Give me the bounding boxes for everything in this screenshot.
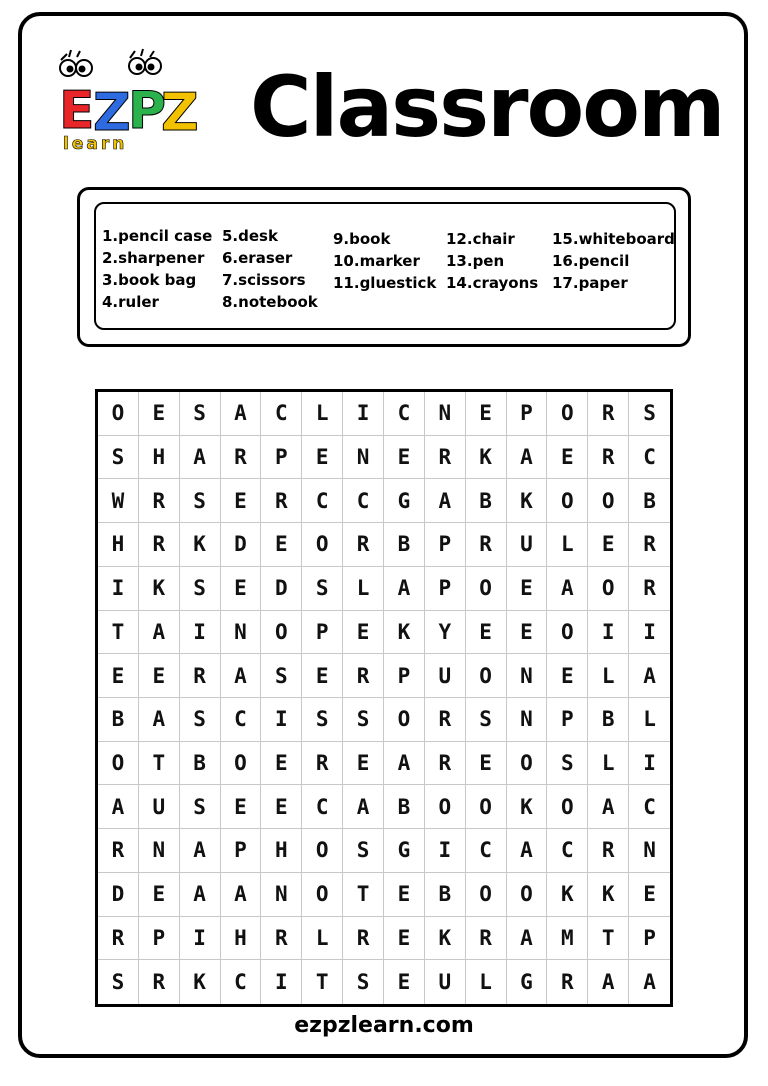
grid-cell[interactable]: H (98, 523, 139, 567)
word-column-1 (102, 225, 212, 313)
grid-cell[interactable]: E (139, 392, 180, 436)
grid-cell[interactable]: E (384, 873, 425, 917)
grid-cell[interactable]: K (507, 479, 548, 523)
grid-cell[interactable]: O (507, 873, 548, 917)
grid-cell[interactable]: A (507, 436, 548, 480)
grid-cell[interactable]: I (629, 742, 670, 786)
grid-cell[interactable]: B (98, 698, 139, 742)
grid-cell[interactable]: R (221, 436, 262, 480)
grid-cell[interactable]: I (261, 960, 302, 1004)
grid-cell[interactable]: L (466, 960, 507, 1004)
grid-cell[interactable]: L (302, 392, 343, 436)
grid-cell[interactable]: A (98, 785, 139, 829)
grid-cell[interactable]: A (180, 436, 221, 480)
grid-cell[interactable]: O (466, 785, 507, 829)
grid-cell[interactable]: O (466, 567, 507, 611)
grid-cell[interactable]: S (302, 567, 343, 611)
grid-cell[interactable]: N (507, 654, 548, 698)
grid-cell[interactable]: E (343, 611, 384, 655)
grid-cell[interactable]: S (343, 960, 384, 1004)
grid-cell[interactable]: E (302, 654, 343, 698)
grid-cell[interactable]: S (180, 479, 221, 523)
grid-cell[interactable]: C (384, 392, 425, 436)
grid-cell[interactable]: H (139, 436, 180, 480)
grid-cell[interactable]: S (261, 654, 302, 698)
word-list-item: 10.marker (333, 252, 420, 270)
grid-cell[interactable]: O (466, 654, 507, 698)
grid-cell[interactable]: N (221, 611, 262, 655)
grid-cell[interactable]: E (261, 785, 302, 829)
grid-cell[interactable]: U (139, 785, 180, 829)
grid-cell[interactable]: A (384, 742, 425, 786)
word-list-item: 11.gluestick (333, 274, 437, 292)
grid-cell[interactable]: D (221, 523, 262, 567)
logo-eyes-right (129, 49, 161, 74)
grid-cell[interactable]: E (466, 742, 507, 786)
grid-cell[interactable]: L (302, 917, 343, 961)
grid-cell[interactable]: R (425, 742, 466, 786)
grid-cell[interactable]: O (302, 873, 343, 917)
grid-cell[interactable]: O (547, 611, 588, 655)
word-list-item: 2.sharpener (102, 249, 205, 267)
grid-cell[interactable]: E (384, 436, 425, 480)
grid-cell[interactable]: L (629, 698, 670, 742)
grid-cell[interactable]: H (221, 917, 262, 961)
logo-letter-e: E (59, 81, 95, 141)
grid-cell[interactable]: Y (425, 611, 466, 655)
grid-cell[interactable]: P (139, 917, 180, 961)
word-list-item: 15.whiteboard (552, 230, 675, 248)
word-search-grid (95, 389, 673, 1007)
grid-cell[interactable]: P (547, 698, 588, 742)
word-list-item: 1.pencil case (102, 227, 213, 245)
page-title: Classroom (250, 58, 724, 156)
word-list-item: 4.ruler (102, 293, 159, 311)
grid-cell[interactable]: B (180, 742, 221, 786)
grid-cell[interactable]: A (139, 698, 180, 742)
grid-cell[interactable]: M (547, 917, 588, 961)
grid-cell[interactable]: B (629, 479, 670, 523)
footer-website: ezpzlearn.com (294, 1013, 474, 1038)
grid-cell[interactable]: O (547, 479, 588, 523)
grid-cell[interactable]: C (343, 479, 384, 523)
grid-cell[interactable]: S (98, 436, 139, 480)
grid-cell[interactable]: O (221, 742, 262, 786)
grid-cell[interactable]: A (507, 917, 548, 961)
grid-cell[interactable]: A (384, 567, 425, 611)
grid-cell[interactable]: P (384, 654, 425, 698)
grid-cell[interactable]: R (343, 917, 384, 961)
grid-cell[interactable]: E (343, 742, 384, 786)
word-list-item: 9.book (333, 230, 391, 248)
grid-cell[interactable]: E (384, 917, 425, 961)
grid-cell[interactable]: O (261, 611, 302, 655)
grid-cell[interactable]: C (466, 829, 507, 873)
grid-cell[interactable]: N (425, 392, 466, 436)
grid-cell[interactable]: A (221, 654, 262, 698)
grid-cell[interactable]: A (547, 567, 588, 611)
grid-cell[interactable]: A (629, 654, 670, 698)
grid-cell[interactable]: C (547, 829, 588, 873)
grid-cell[interactable]: E (507, 567, 548, 611)
grid-cell[interactable]: B (588, 698, 629, 742)
grid-cell[interactable]: C (302, 479, 343, 523)
grid-cell[interactable]: S (466, 698, 507, 742)
grid-cell[interactable]: R (343, 654, 384, 698)
grid-cell[interactable]: B (384, 785, 425, 829)
grid-cell[interactable]: P (629, 917, 670, 961)
grid-cell[interactable]: K (588, 873, 629, 917)
grid-cell[interactable]: K (425, 917, 466, 961)
logo-letter-z1: Z (93, 83, 131, 143)
grid-cell[interactable]: L (547, 523, 588, 567)
word-list-item: 12.chair (446, 230, 515, 248)
grid-cell[interactable]: R (588, 392, 629, 436)
grid-cell[interactable]: A (221, 873, 262, 917)
grid-cell[interactable]: R (261, 917, 302, 961)
grid-cell[interactable]: N (343, 436, 384, 480)
grid-cell[interactable]: C (629, 436, 670, 480)
grid-cell[interactable]: K (180, 960, 221, 1004)
logo-eyes-left (60, 50, 92, 76)
grid-cell[interactable]: R (98, 917, 139, 961)
word-list-item: 3.book bag (102, 271, 197, 289)
grid-cell[interactable]: G (507, 960, 548, 1004)
grid-cell[interactable]: W (98, 479, 139, 523)
grid-cell[interactable]: O (588, 567, 629, 611)
grid-cell[interactable]: O (507, 742, 548, 786)
grid-cell[interactable]: R (261, 479, 302, 523)
grid-cell[interactable]: T (98, 611, 139, 655)
logo-learn: learn (63, 134, 128, 153)
grid-cell[interactable]: A (425, 479, 466, 523)
grid-cell[interactable]: N (261, 873, 302, 917)
grid-cell[interactable]: L (588, 742, 629, 786)
grid-cell[interactable]: E (507, 611, 548, 655)
grid-cell[interactable]: P (221, 829, 262, 873)
grid-cell[interactable]: C (302, 785, 343, 829)
grid-cell[interactable]: G (384, 829, 425, 873)
grid-cell[interactable]: C (221, 960, 262, 1004)
grid-cell[interactable]: E (384, 960, 425, 1004)
grid-cell[interactable]: T (139, 742, 180, 786)
grid-cell[interactable]: G (384, 479, 425, 523)
word-list-item: 5.desk (222, 227, 278, 245)
grid-cell[interactable]: O (466, 873, 507, 917)
grid-cell[interactable]: N (507, 698, 548, 742)
grid-cell[interactable]: K (466, 436, 507, 480)
grid-cell[interactable]: U (425, 654, 466, 698)
grid-cell[interactable]: R (547, 960, 588, 1004)
grid-cell[interactable]: E (139, 654, 180, 698)
grid-cell[interactable]: E (466, 611, 507, 655)
grid-cell[interactable]: S (343, 829, 384, 873)
grid-cell[interactable]: B (425, 873, 466, 917)
grid-cell[interactable]: D (98, 873, 139, 917)
grid-cell[interactable]: S (180, 392, 221, 436)
grid-cell[interactable]: U (425, 960, 466, 1004)
grid-cell[interactable]: E (261, 523, 302, 567)
grid-cell[interactable]: N (629, 829, 670, 873)
grid-cell[interactable]: E (466, 392, 507, 436)
word-column-3 (333, 228, 436, 294)
grid-cell[interactable]: E (547, 436, 588, 480)
word-list-item: 13.pen (446, 252, 505, 270)
word-list-item: 7.scissors (222, 271, 306, 289)
word-list-item: 6.eraser (222, 249, 293, 267)
grid-cell[interactable]: A (180, 829, 221, 873)
grid-cell[interactable]: T (588, 917, 629, 961)
grid-cell[interactable]: E (629, 873, 670, 917)
grid-cell[interactable]: S (180, 698, 221, 742)
word-list-item: 14.crayons (446, 274, 539, 292)
grid-cell[interactable]: S (547, 742, 588, 786)
grid-cell[interactable]: P (302, 611, 343, 655)
grid-cell[interactable]: R (629, 567, 670, 611)
grid-cell[interactable]: R (588, 436, 629, 480)
logo-letter-z2: Z (161, 83, 199, 143)
grid-cell[interactable]: O (384, 698, 425, 742)
grid-cell[interactable]: E (139, 873, 180, 917)
grid-cell[interactable]: I (629, 611, 670, 655)
grid-cell[interactable]: I (180, 611, 221, 655)
grid-cell[interactable]: L (588, 654, 629, 698)
grid-cell[interactable]: L (343, 567, 384, 611)
grid-cell[interactable]: B (466, 479, 507, 523)
grid-cell[interactable]: R (466, 917, 507, 961)
grid-cell[interactable]: E (547, 654, 588, 698)
grid-cell[interactable]: A (507, 829, 548, 873)
grid-cell[interactable]: T (343, 873, 384, 917)
grid-cell[interactable]: O (302, 523, 343, 567)
grid-cell[interactable]: N (139, 829, 180, 873)
grid-cell[interactable]: R (466, 523, 507, 567)
ezpz-logo (55, 48, 200, 153)
grid-cell[interactable]: S (343, 698, 384, 742)
grid-cell[interactable]: R (425, 436, 466, 480)
grid-cell[interactable]: O (98, 392, 139, 436)
word-column-5 (552, 228, 675, 294)
grid-cell[interactable]: O (425, 785, 466, 829)
grid-cell[interactable]: S (302, 698, 343, 742)
grid-cell[interactable]: R (139, 479, 180, 523)
grid-cell[interactable]: C (221, 698, 262, 742)
grid-cell[interactable]: O (547, 785, 588, 829)
grid-cell[interactable]: E (98, 654, 139, 698)
grid-cell[interactable]: S (180, 567, 221, 611)
grid-cell[interactable]: S (629, 392, 670, 436)
grid-cell[interactable]: B (384, 523, 425, 567)
grid-cell[interactable]: R (180, 654, 221, 698)
word-list-item: 17.paper (552, 274, 628, 292)
grid-cell[interactable]: A (221, 392, 262, 436)
grid-cell[interactable]: S (180, 785, 221, 829)
word-list-item: 8.notebook (222, 293, 318, 311)
grid-cell[interactable]: H (261, 829, 302, 873)
grid-cell[interactable]: E (221, 785, 262, 829)
grid-cell[interactable]: E (261, 742, 302, 786)
grid-cell[interactable]: R (588, 829, 629, 873)
grid-cell[interactable]: P (261, 436, 302, 480)
grid-cell[interactable]: K (139, 567, 180, 611)
grid-cell[interactable]: D (261, 567, 302, 611)
grid-cell[interactable]: I (98, 567, 139, 611)
grid-cell[interactable]: I (180, 917, 221, 961)
grid-cell[interactable]: E (302, 436, 343, 480)
grid-cell[interactable]: E (221, 479, 262, 523)
grid-cell[interactable]: C (261, 392, 302, 436)
grid-cell[interactable]: R (139, 960, 180, 1004)
grid-cell[interactable]: A (643, 970, 656, 995)
grid-cell[interactable]: E (588, 523, 629, 567)
grid-cell[interactable]: U (507, 523, 548, 567)
grid-cell[interactable]: O (302, 829, 343, 873)
grid-cell[interactable]: R (302, 742, 343, 786)
grid-cell[interactable]: A (588, 960, 629, 1004)
grid-cell[interactable]: S (98, 960, 139, 1004)
grid-cell[interactable]: I (588, 611, 629, 655)
grid-cell[interactable]: R (425, 698, 466, 742)
grid-cell[interactable]: P (425, 567, 466, 611)
grid-cell[interactable]: E (221, 567, 262, 611)
logo-letter-p: P (128, 81, 167, 141)
grid-cell[interactable]: C (629, 785, 670, 829)
grid-cell[interactable]: A (180, 873, 221, 917)
grid-cell[interactable]: R (343, 523, 384, 567)
grid-cell[interactable]: R (629, 523, 670, 567)
word-list-item: 16.pencil (552, 252, 630, 270)
grid-cell[interactable]: O (98, 742, 139, 786)
grid-cell[interactable]: A (343, 785, 384, 829)
grid-cell[interactable]: T (302, 960, 343, 1004)
grid-cell[interactable]: K (384, 611, 425, 655)
grid-cell[interactable]: R (98, 829, 139, 873)
grid-cell[interactable]: I (425, 829, 466, 873)
grid-cell[interactable]: O (588, 479, 629, 523)
grid-cell[interactable]: P (507, 392, 548, 436)
grid-cell[interactable]: A (588, 785, 629, 829)
grid-cell[interactable]: K (180, 523, 221, 567)
grid-cell[interactable]: I (343, 392, 384, 436)
grid-cell[interactable]: P (425, 523, 466, 567)
word-column-4 (446, 228, 538, 294)
grid-cell[interactable]: K (507, 785, 548, 829)
grid-cell[interactable]: A (139, 611, 180, 655)
grid-cell[interactable]: O (547, 392, 588, 436)
grid-cell[interactable]: K (547, 873, 588, 917)
grid-cell[interactable]: R (139, 523, 180, 567)
grid-cell[interactable]: I (261, 698, 302, 742)
word-column-2 (222, 225, 318, 313)
